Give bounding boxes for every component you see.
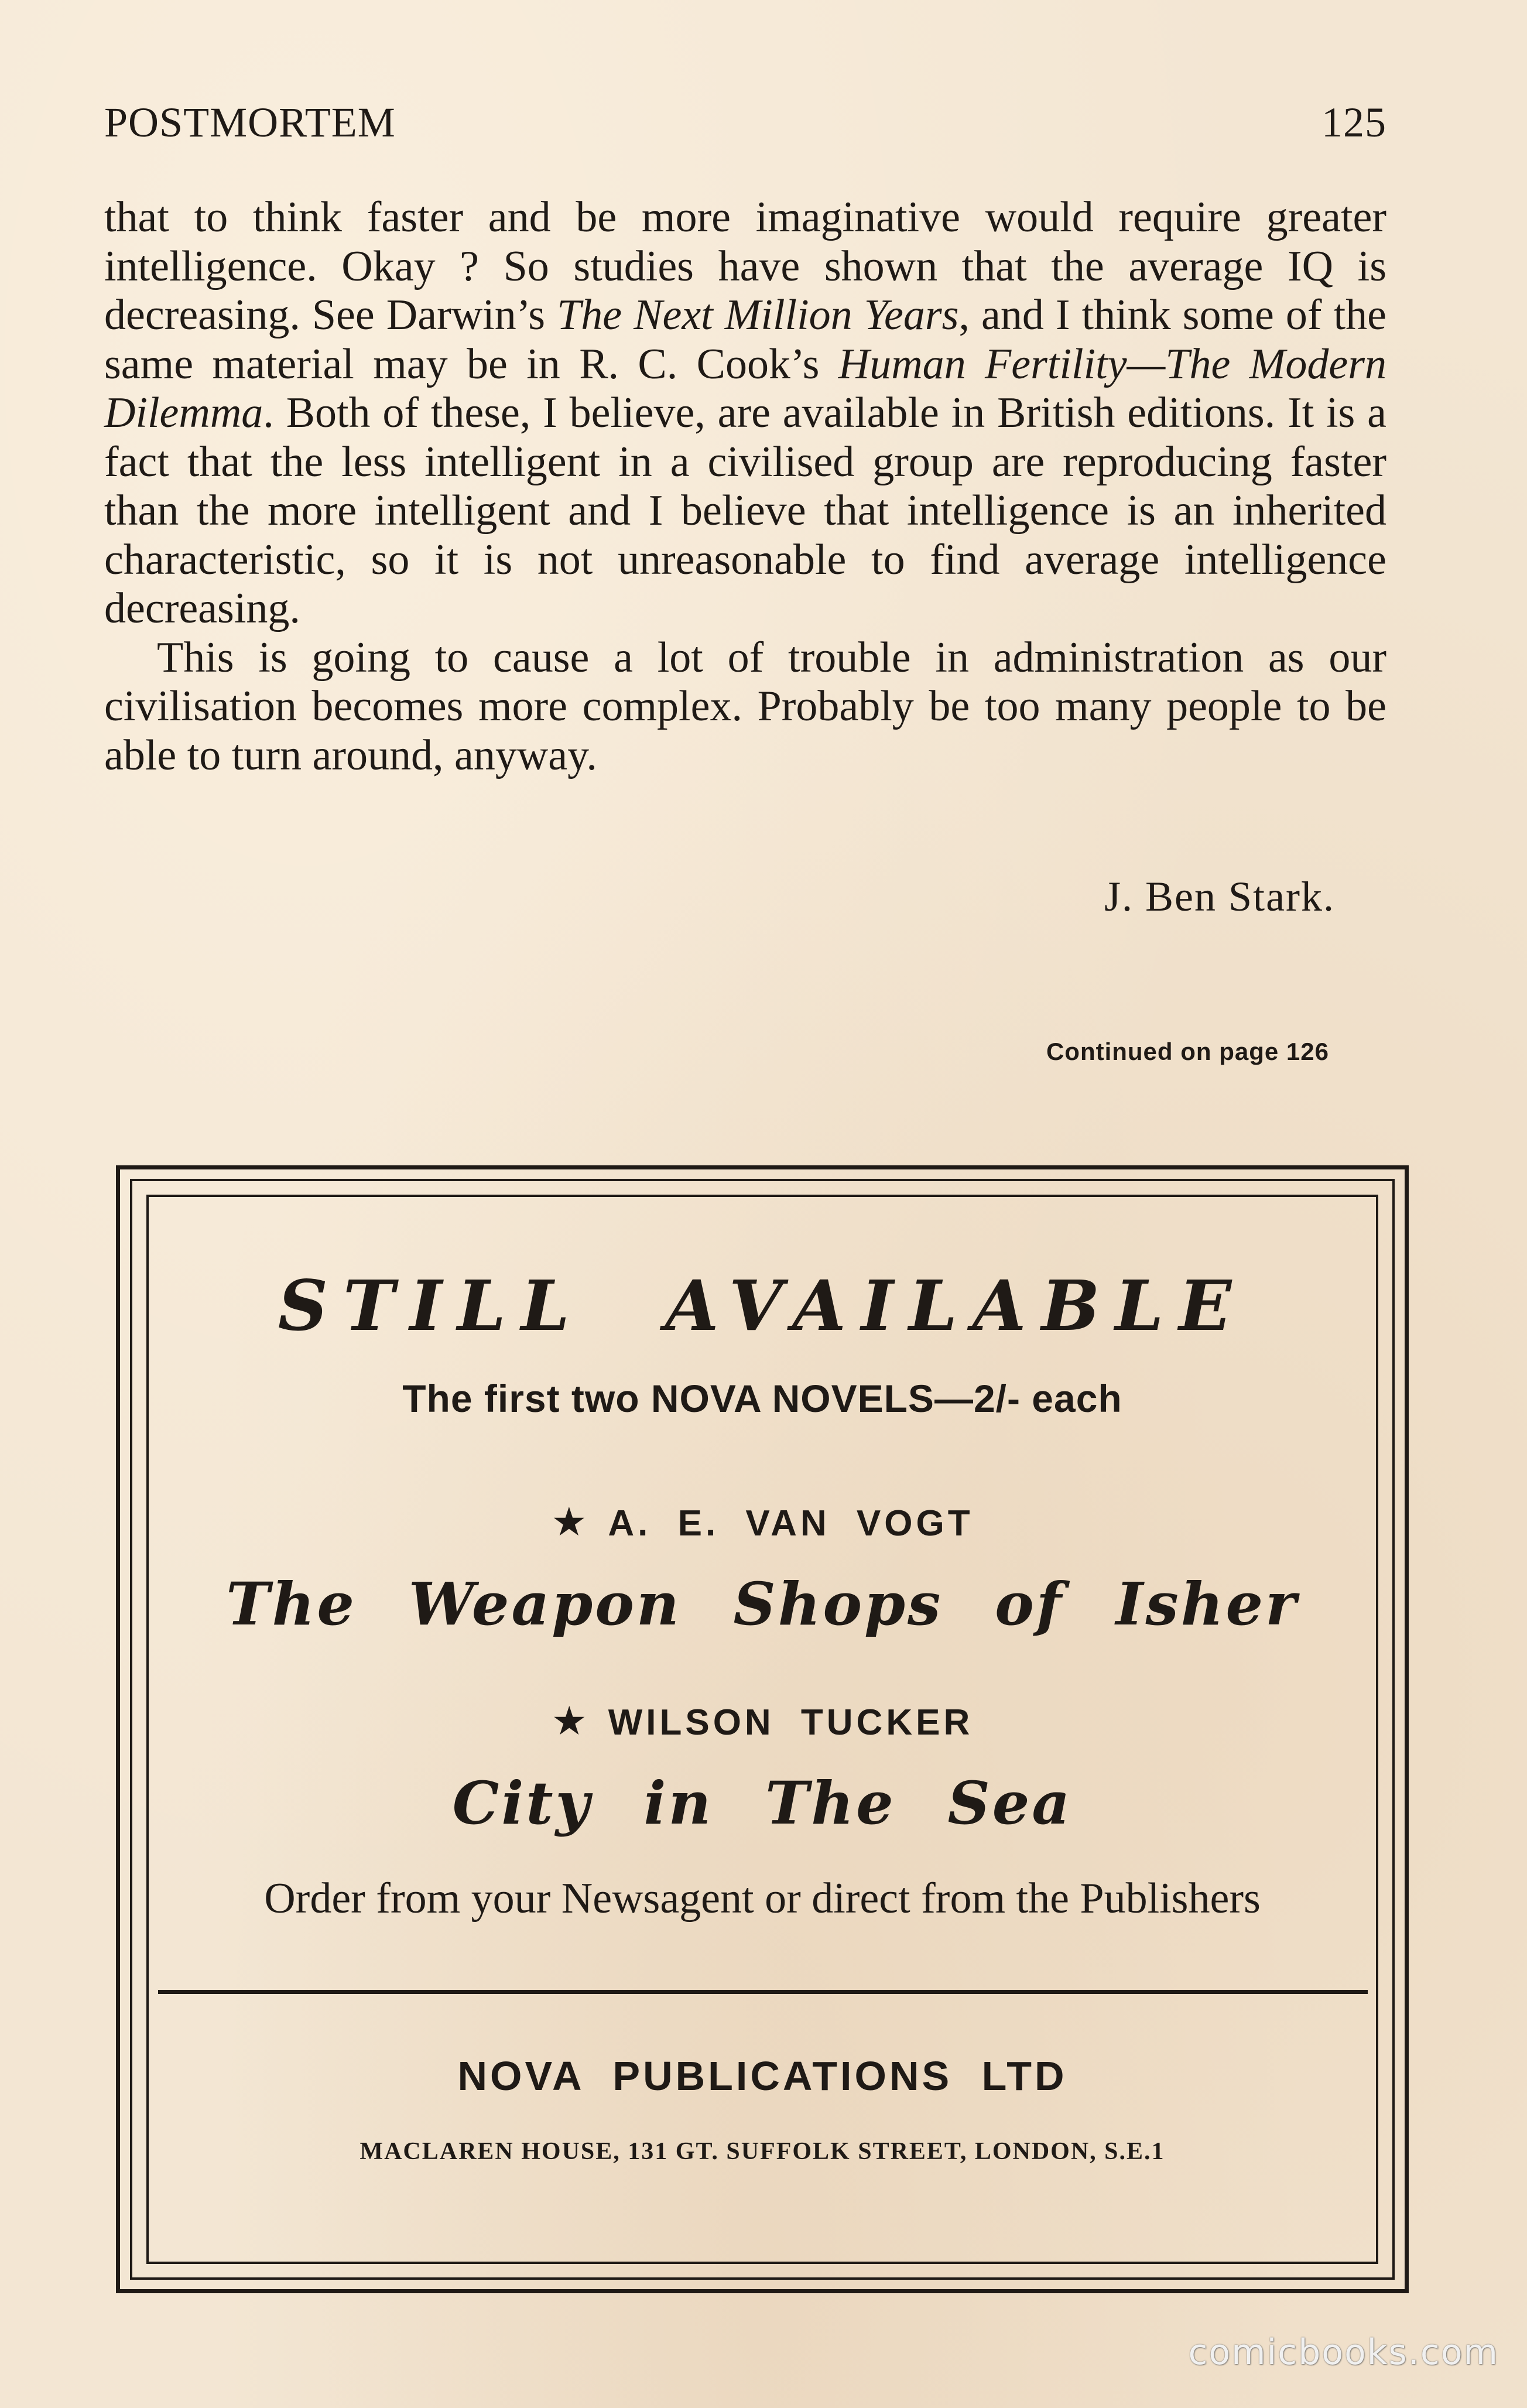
letter-signature: J. Ben Stark.	[1104, 873, 1335, 920]
continued-note: Continued on page 126	[1046, 1038, 1329, 1065]
ad-book1-title: The Weapon Shops of Isher	[226, 1569, 1299, 1639]
star-icon: ★	[551, 1500, 587, 1544]
ad-book2-author: WILSON TUCKER	[608, 1702, 974, 1743]
ad-book1-author-line	[146, 1499, 1378, 1545]
ad-heading: STILL AVAILABLE	[278, 1265, 1247, 1346]
page-number: 125	[1321, 99, 1386, 146]
ad-book2-title: City in The Sea	[452, 1769, 1073, 1838]
running-head	[104, 98, 1386, 151]
letter-paragraph-1	[104, 193, 1386, 634]
ad-order-line: Order from your Newsagent or direct from the Publishers	[264, 1875, 1261, 1923]
ad-subheading: The first two NOVA NOVELS—2/- each	[402, 1377, 1122, 1420]
ad-address: MACLAREN HOUSE, 131 GT. SUFFOLK STREET, LONDON, S.E.1	[360, 2138, 1165, 2165]
book-title-human-fertility: Human Fertility—The Modern Dilemma	[104, 340, 1387, 437]
running-head-title: POSTMORTEM	[104, 99, 396, 146]
ad-book1-author: A. E. VAN VOGT	[608, 1503, 974, 1544]
letter-text: that to think faster and be more imaginative would require greater intelligence. Okay ? So studies have shown that the average IQ is decreasing. See Darwin’s	[104, 193, 1386, 339]
letter-text: , and I think some of the same material may be in R. C. Cook’s	[104, 291, 1386, 388]
watermark: comicbooks.com	[1188, 2332, 1499, 2373]
letter-paragraph-2: This is going to cause a lot of trouble in administration as our civilisation becomes more complex. Probably be too many people to be able to turn around, anyway.	[104, 633, 1386, 779]
ad-book2-author-line	[146, 1698, 1378, 1745]
ad-publisher: NOVA PUBLICATIONS LTD	[457, 2053, 1067, 2099]
book-title-next-million-years: The Next Million Years	[557, 291, 959, 339]
letter-text: . Both of these, I believe, are available in British editions. It is a fact that the less intelligent in a civilised group are reproducing faster than the more intelligent and I believe that intelligence is an inherited characteristic, so it is not unreasonable to find average intelligence decreasing.	[104, 389, 1386, 632]
letter-body	[104, 193, 1386, 780]
star-icon: ★	[551, 1699, 587, 1743]
ad-divider	[158, 1990, 1368, 1994]
